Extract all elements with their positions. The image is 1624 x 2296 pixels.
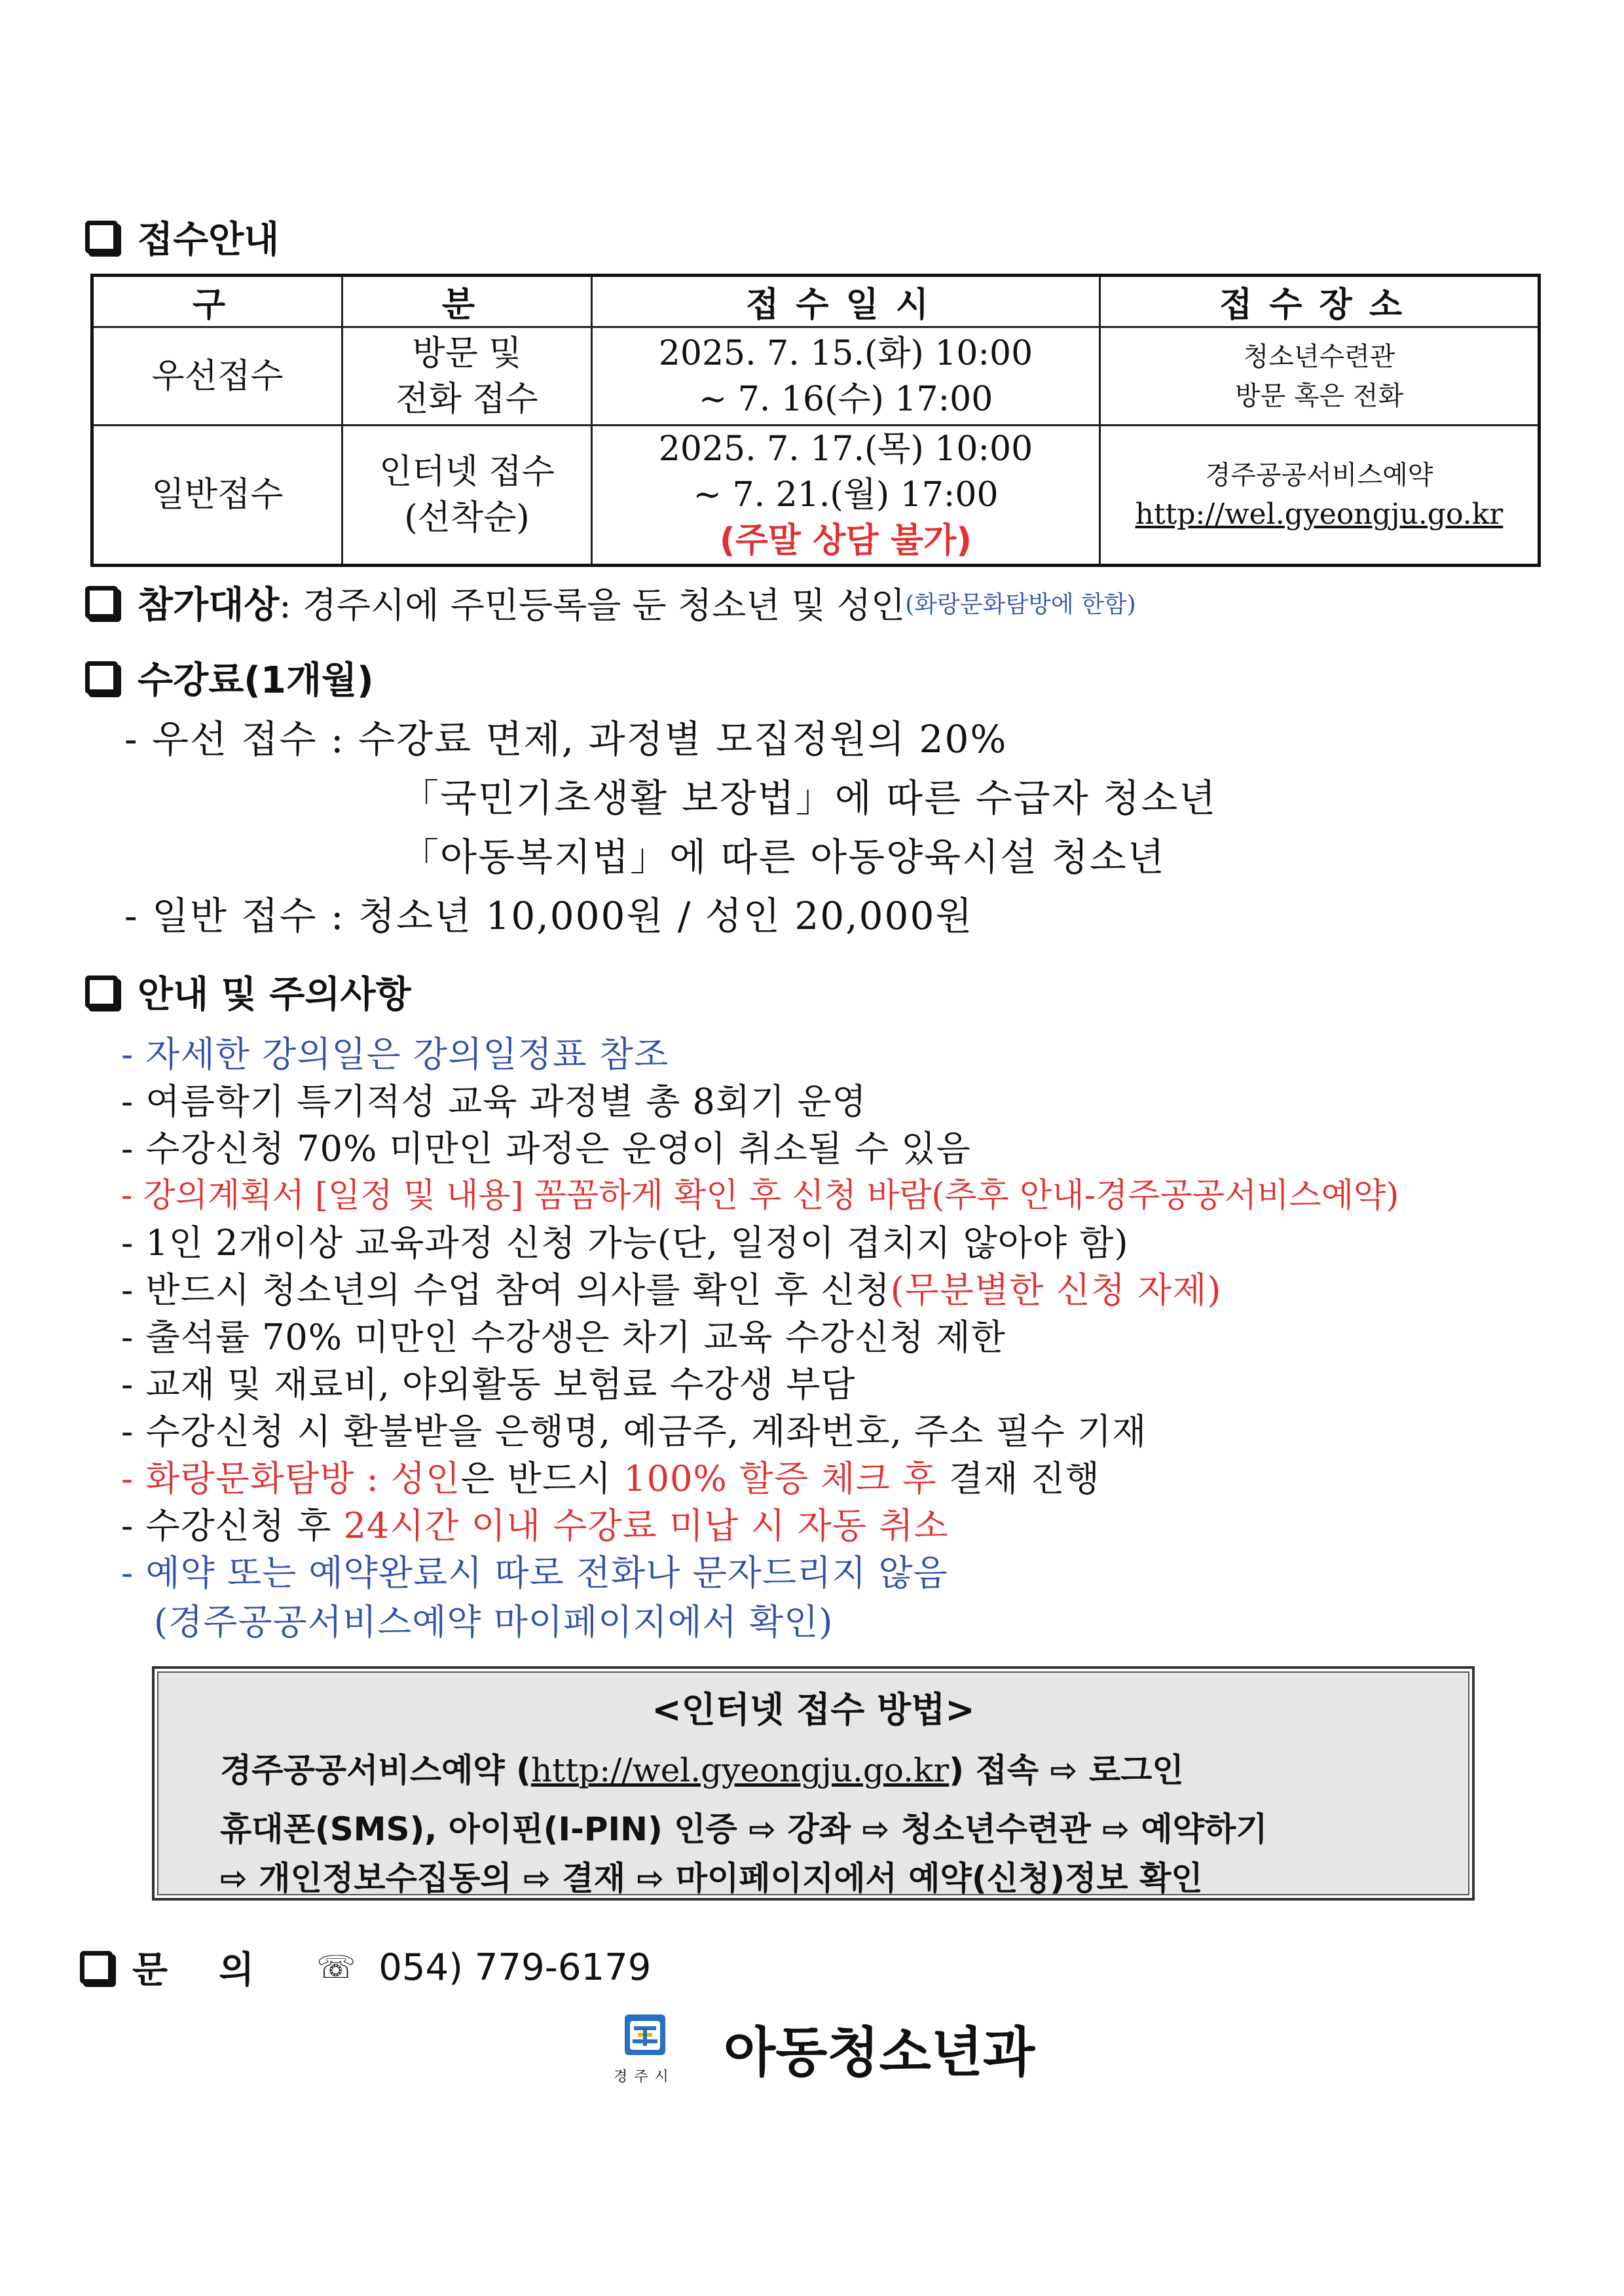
table-row [92,426,1540,566]
section-target: 참가대상 : 경주시에 주민등록을 둔 청소년 및 성인 (화랑문화탐방에 한함) [85,576,1136,629]
row-place: 경주공공서비스예약 http://wel.gyeongju.go.kr [1100,426,1540,566]
box-title: <인터넷 접수 방법> [652,1689,975,1730]
target-note: (화랑문화탐방에 한함) [905,591,1136,618]
department-name: 아동청소년과 [724,2022,1035,2084]
fee-priority: - 우선 접수 : 수강료 면제, 과정별 모집정원의 20% [124,717,1008,761]
notice-item-sub: (경주공공서비스예약 마이페이지에서 확인) [154,1601,834,1643]
checkbox-icon [85,586,118,619]
row-method: 방문 및 전화 접수 [342,327,592,426]
checkbox-icon [80,1951,113,1984]
reservation-link[interactable]: http://wel.gyeongju.go.kr [1135,498,1504,531]
checkbox-icon [85,221,118,253]
reception-table [90,274,1541,567]
notice-item: - 강의계획서 [일정 및 내용] 꼼꼼하게 확인 후 신청 바람(추후 안내-경주공공서비스예약) [121,1176,1399,1215]
header-category-2: 분 [342,276,592,327]
header-place: 접수장소 [1100,276,1540,327]
checkbox-icon [85,661,118,694]
section-notice-heading: 안내 및 주의사항 [85,966,411,1018]
box-link[interactable]: http://wel.gyeongju.go.kr [530,1751,950,1789]
notice-item: - 출석률 70% 미만인 수강생은 차기 교육 수강신청 제한 [121,1317,1006,1358]
fee-general: - 일반 접수 : 청소년 10,000원 / 성인 20,000원 [124,894,974,938]
row-type: 우선접수 [92,327,342,426]
logo-city: 경주시 [614,2069,675,2085]
fee-priority-sub2: 「아동복지법」에 따른 아동양육시설 청소년 [401,835,1166,879]
row-type: 일반접수 [92,426,342,566]
contact-phone: 054) 779-6179 [378,1946,652,1989]
notice-item: - 자세한 강의일은 강의일정표 참조 [121,1034,669,1075]
notice-item: - 수강신청 시 환불받을 은행명, 예금주, 계좌번호, 주소 필수 기재 [121,1411,1147,1452]
box-line: 경주공공서비스예약 (http://wel.gyeongju.go.kr) 접속 ⇨ 로그인 [220,1751,1184,1789]
section-reception-heading: 접수안내 [85,211,279,263]
box-line: ⇨ 개인정보수집동의 ⇨ 결재 ⇨ 마이페이지에서 예약(신청)정보 확인 [220,1859,1203,1897]
notice-item: - 반드시 청소년의 수업 참여 의사를 확인 후 신청(무분별한 신청 자제) [121,1269,1222,1311]
row-method: 인터넷 접수 (선착순) [342,426,592,566]
table-header-row [92,276,1540,327]
notice-item: - 수강신청 70% 미만인 과정은 운영이 취소될 수 있음 [121,1128,971,1169]
notice-item: - 수강신청 후 24시간 이내 수강료 미납 시 자동 취소 [121,1505,949,1546]
internet-method-box [152,1666,1475,1901]
row-date: 2025. 7. 15.(화) 10:00 ~ 7. 16(수) 17:00 [592,327,1100,426]
notice-item: - 1인 2개이상 교육과정 신청 가능(단, 일정이 겹치지 않아야 함) [121,1222,1129,1264]
notice-item: - 화랑문화탐방 : 성인은 반드시 100% 할증 체크 후 결재 진행 [121,1458,1100,1499]
weekend-note: (주말 상담 불가) [719,521,972,560]
gyeongju-emblem-icon [623,2013,667,2059]
notice-item: - 예약 또는 예약완료시 따로 전화나 문자드리지 않음 [121,1552,948,1594]
section-contact: 문 의 ☏ 054) 779-6179 [80,1941,651,1994]
section-fee-heading: 수강료(1개월) [85,651,374,704]
box-line: 휴대폰(SMS), 아이핀(I-PIN) 인증 ⇨ 강좌 ⇨ 청소년수련관 ⇨ 예약하기 [220,1810,1268,1848]
table-row [92,327,1540,426]
row-place: 청소년수련관 방문 혹은 전화 [1100,327,1540,426]
notice-item: - 교재 및 재료비, 야외활동 보험료 수강생 부담 [121,1364,856,1405]
notice-item: - 여름학기 특기적성 교육 과정별 총 8회기 운영 [121,1081,867,1122]
fee-priority-sub1: 「국민기초생활 보장법」에 따른 수급자 청소년 [401,776,1217,820]
header-category-1: 구 [92,276,342,327]
header-date: 접수일시 [592,276,1100,327]
row-date: 2025. 7. 17.(목) 10:00 ~ 7. 21.(월) 17:00 (주말 상담 불가) [592,426,1100,566]
checkbox-icon [85,975,118,1008]
phone-icon: ☏ [316,1949,356,1986]
